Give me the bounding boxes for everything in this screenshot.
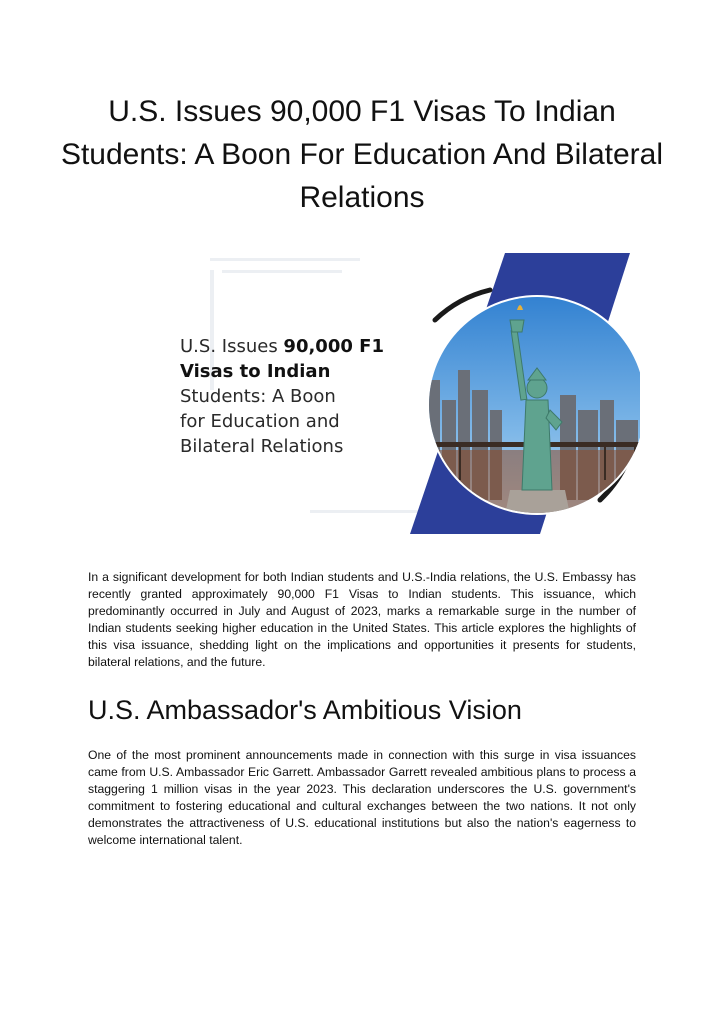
hero-line-1-prefix: U.S. Issues	[180, 336, 284, 357]
hero-line-2-bold: Visas to Indian	[180, 361, 331, 382]
hero-line-5: Bilateral Relations	[180, 436, 344, 457]
hero-line-1-bold: 90,000 F1	[283, 336, 384, 357]
intro-paragraph: In a significant development for both Indian students and U.S.-India relations, the U.S. Embassy has recently granted approximately 90,000 F1 Visas to Indian students. This issuance, which predominantly occurred in July and August of 2023, marks a remarkable surge in the number of Indian students seeking higher education in the United States. This article explores the highlights of this visa issuance, shedding light on the implications and opportunities it presents for students, bilateral relations, and the future.	[88, 570, 636, 669]
hero-line-4: for Education and	[180, 411, 340, 432]
page-title: U.S. Issues 90,000 F1 Visas To Indian Students: A Boon For Education And Bilateral Relations	[60, 95, 664, 214]
section-heading: U.S. Ambassador's Ambitious Vision	[88, 695, 522, 725]
hero-line-3: Students: A Boon	[180, 386, 336, 407]
section-paragraph: One of the most prominent announcements made in connection with this surge in visa issuances came from U.S. Ambassador Eric Garrett. Ambassador Garrett revealed ambitious plans to process a staggering 1 million visas in the year 2023. This declaration underscores the U.S. government's commitment to fostering educational and cultural exchanges between the two nations. It not only demonstrates the attractiveness of U.S. educational institutions but also the nation's eagerness to welcome international talent.	[88, 748, 636, 847]
hero-headline	[180, 334, 420, 459]
hero-banner-image	[160, 250, 640, 538]
